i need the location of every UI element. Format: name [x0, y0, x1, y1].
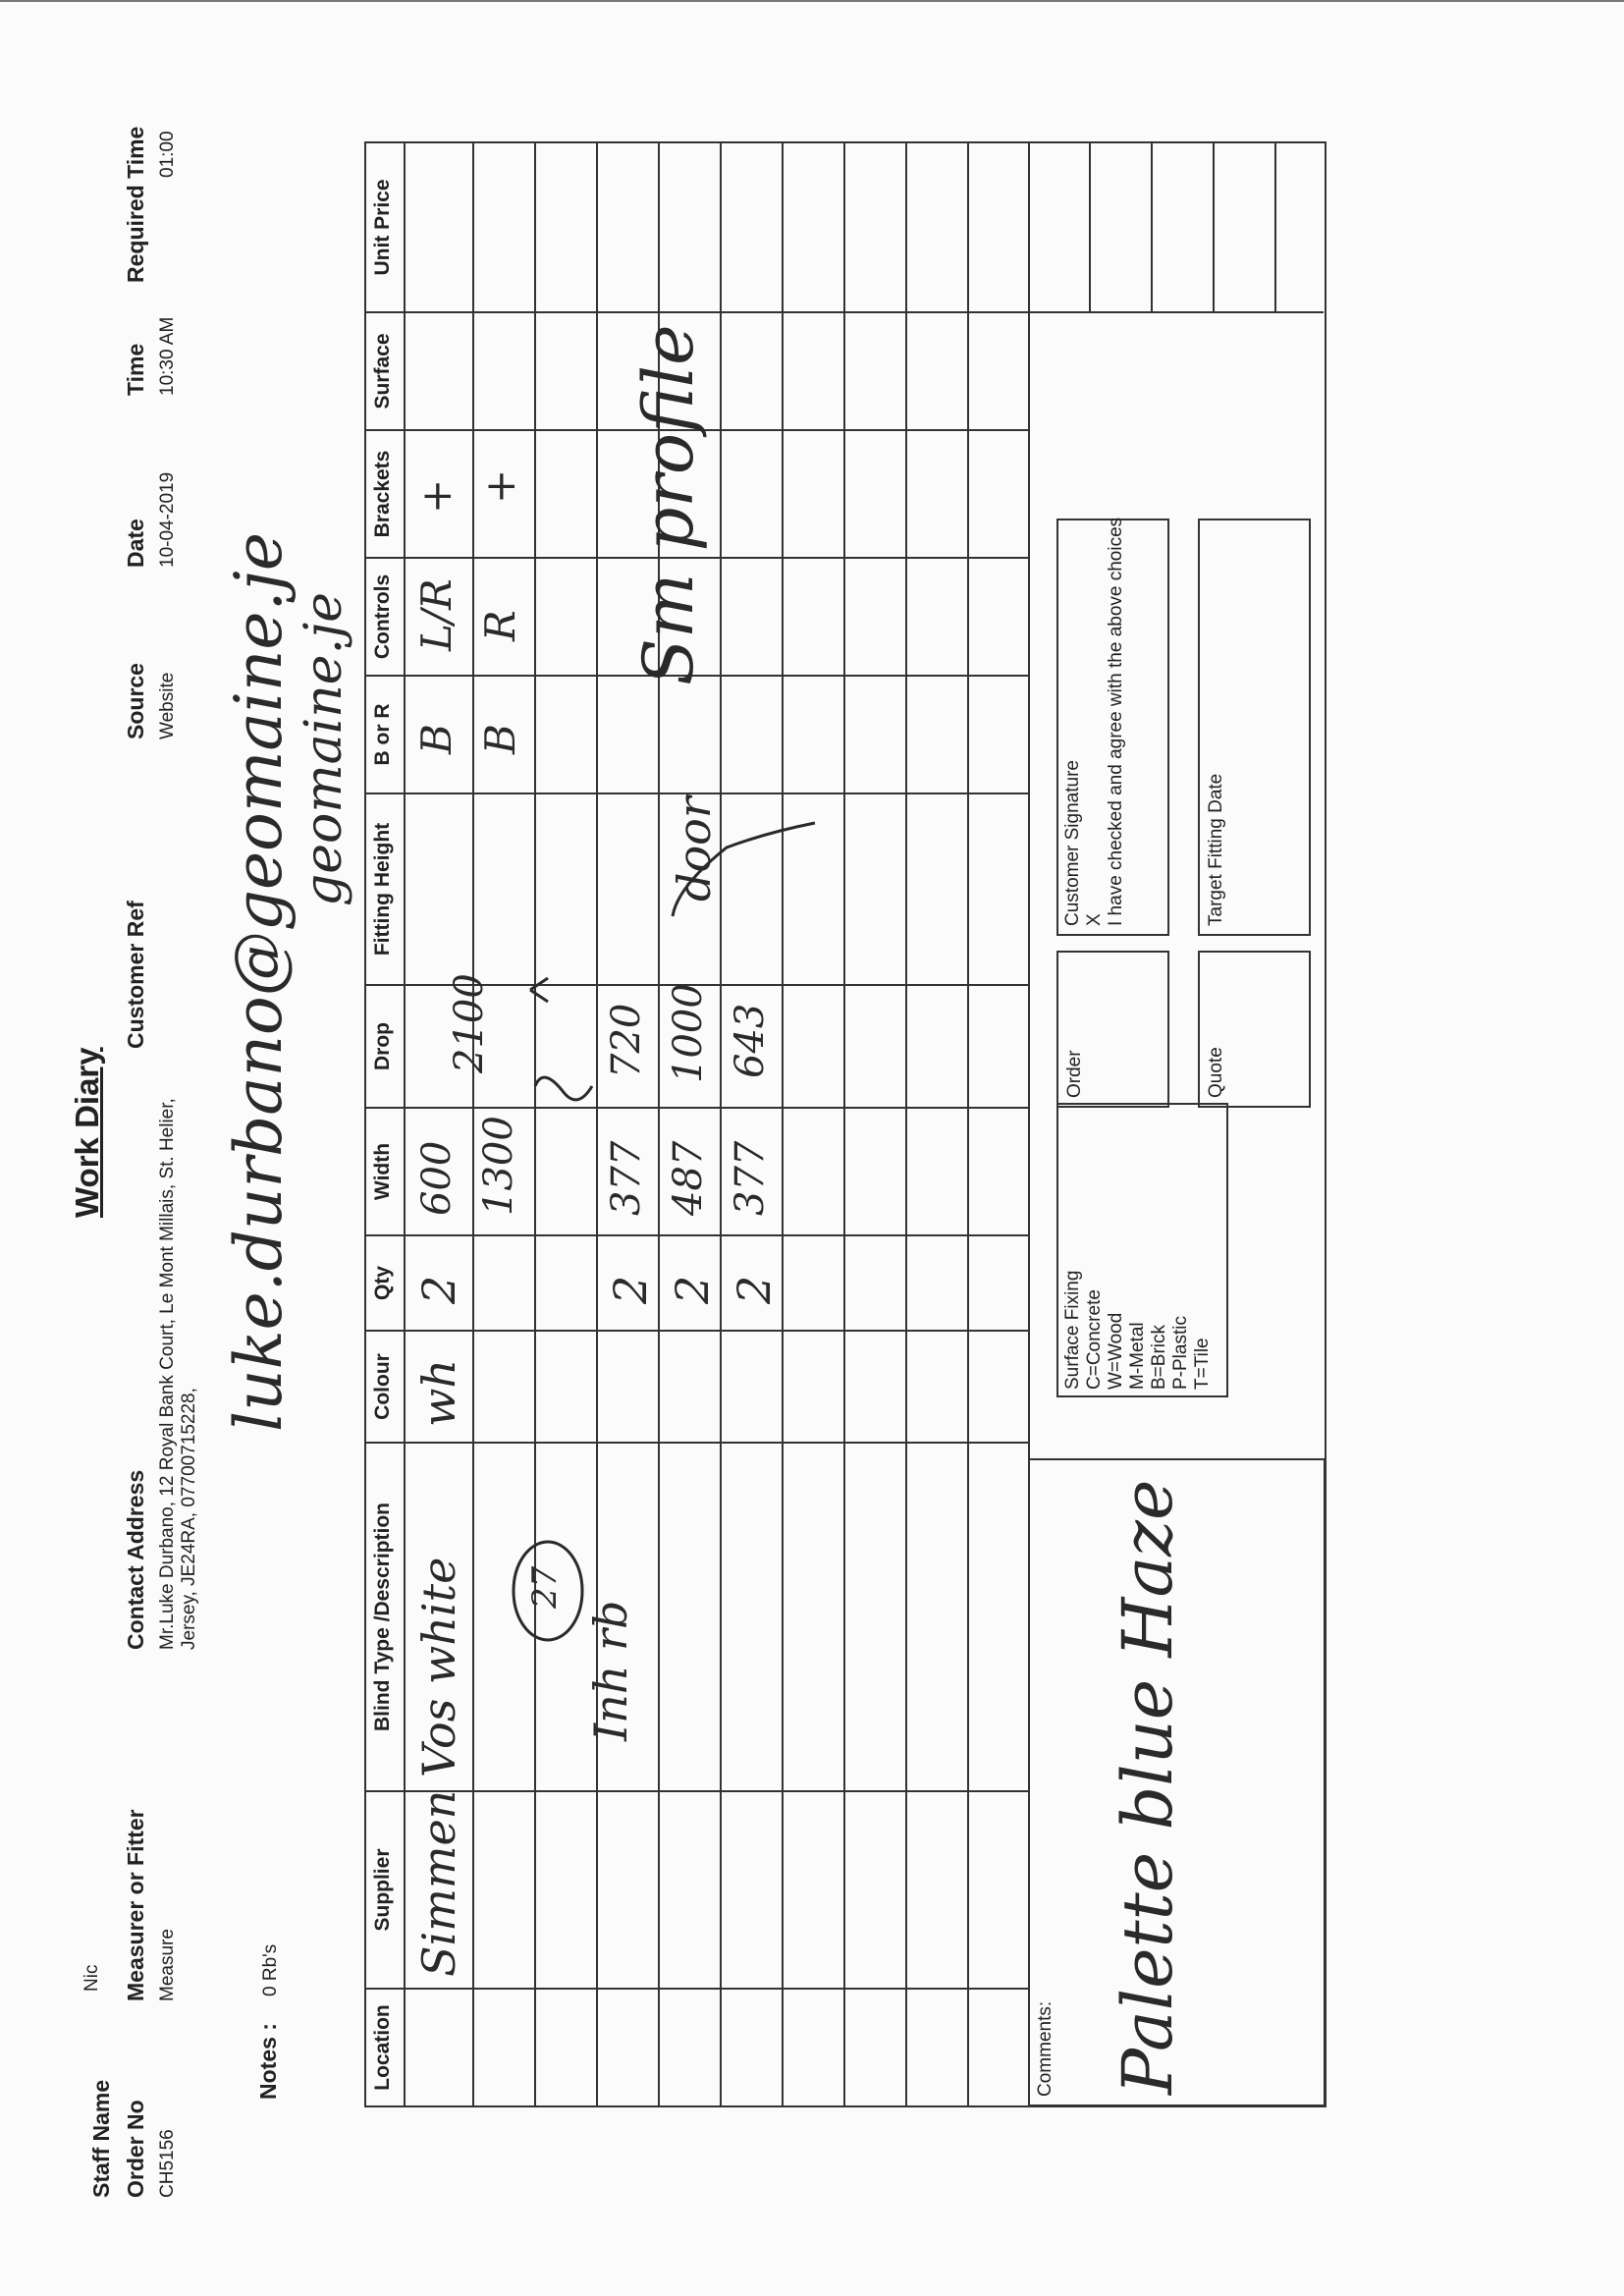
hw-row6-qty: 2 [728, 1275, 781, 1304]
hw-row2-width: 1300 [476, 1116, 521, 1216]
hw-row1-b-or-r: B [412, 724, 460, 754]
target-fitting-date-label: Target Fitting Date [1206, 773, 1226, 926]
col-drop: Drop [371, 1022, 394, 1070]
order-no-label: Order No [123, 2100, 148, 2198]
hw-row1-type: Vos white [412, 1557, 465, 1777]
surface-item: C=Concrete [1084, 1289, 1105, 1390]
hw-row4-width: 377 [604, 1140, 649, 1216]
order-box [1056, 951, 1169, 1108]
hw-row4-drop: 720 [604, 1003, 649, 1078]
hw-comment-note: Palette blue Haze [1108, 1479, 1188, 2095]
col-surface: Surface [371, 333, 394, 410]
surface-fixing-title: Surface Fixing [1062, 1270, 1083, 1390]
staff-name-value: Nic [81, 1964, 102, 1992]
surface-item: P-Plastic [1170, 1316, 1191, 1390]
surface-item: W=Wood [1106, 1312, 1126, 1390]
notes-label: Notes : [255, 2023, 281, 2100]
surface-item: B=Brick [1149, 1325, 1169, 1390]
col-location: Location [371, 2004, 394, 2091]
hw-row5-width: 487 [666, 1140, 711, 1216]
hw-row3-type: Inh rb [584, 1600, 637, 1741]
hw-row5-qty: 2 [666, 1275, 719, 1304]
hw-row1-brackets: + [412, 478, 460, 514]
surface-fixing-box [1056, 1103, 1228, 1397]
hw-row6-drop: 643 [728, 1003, 773, 1078]
date-value: 10-04-2019 [157, 471, 178, 568]
hw-email-line: luke.durbano@geomaine.je [221, 532, 297, 1432]
required-time-value: 01:00 [157, 131, 178, 178]
hw-row1-colour: wh [412, 1359, 465, 1427]
source-label: Source [123, 663, 148, 739]
measurer-label: Measurer or Fitter [123, 1809, 148, 2001]
signature-statement: I have checked and agree with the above choices [1106, 517, 1126, 926]
hw-row4-qty: 2 [604, 1275, 657, 1304]
col-fitting-height: Fitting Height [371, 822, 394, 957]
quote-label: Quote [1206, 1047, 1226, 1098]
customer-signature-label: Customer Signature [1062, 760, 1083, 926]
hw-row1-controls: L/R [412, 578, 460, 651]
hw-side-note: Sm profile [628, 324, 709, 685]
quote-box [1198, 951, 1311, 1108]
surface-item: T=Tile [1192, 1338, 1213, 1390]
order-no-value: CH5156 [157, 2129, 178, 2198]
hw-row1-supplier: Simmen [412, 1789, 465, 1977]
hw-bracket-note: door [668, 796, 721, 902]
hw-row1-drop: 2100 [447, 973, 492, 1073]
notes-value: 0 Rb's [260, 1943, 281, 1996]
customer-signature-box[interactable] [1056, 519, 1169, 936]
measurer-value: Measure [157, 1929, 178, 2001]
hw-row2-b-or-r: B [476, 724, 524, 754]
col-colour: Colour [371, 1353, 394, 1420]
col-qty: Qty [371, 1266, 394, 1301]
contact-address-label: Contact Address [123, 1469, 148, 1650]
col-b-or-r: B or R [371, 703, 394, 766]
staff-name-label: Staff Name [88, 2079, 114, 2198]
hw-row1-width: 600 [414, 1140, 460, 1216]
col-supplier: Supplier [371, 1848, 394, 1932]
form-title: Work Diary [69, 1047, 105, 1218]
col-unit-price: Unit Price [371, 179, 394, 276]
source-value: Website [157, 672, 178, 739]
surface-item: M-Metal [1127, 1322, 1148, 1390]
date-label: Date [123, 519, 148, 568]
hw-email-line2: geomaine.je [295, 592, 353, 906]
time-value: 10:30 AM [157, 316, 178, 396]
target-fitting-date-box[interactable] [1198, 519, 1311, 936]
comments-label: Comments: [1035, 2000, 1056, 2097]
required-time-label: Required Time [123, 126, 148, 283]
signature-mark: X [1084, 913, 1105, 926]
contact-address-line2: Jersey, JE24RA, 07700715228, [179, 1388, 199, 1650]
customer-ref-label: Customer Ref [123, 901, 148, 1049]
hw-row1-qty: 2 [412, 1275, 465, 1304]
col-brackets: Brackets [371, 450, 394, 538]
col-controls: Controls [371, 574, 394, 660]
hw-row5-drop: 1000 [666, 983, 711, 1083]
contact-address-line1: Mr.Luke Durbano, 12 Royal Bank Court, Le Mont Millais, St. Helier, [157, 1098, 178, 1650]
hw-row2-brackets: + [476, 468, 524, 504]
hw-row6-width: 377 [728, 1140, 773, 1216]
order-label: Order [1064, 1050, 1085, 1098]
hw-row2-controls: R [476, 610, 524, 641]
col-width: Width [371, 1142, 394, 1201]
time-label: Time [123, 343, 148, 396]
col-blind-type: Blind Type /Description [371, 1503, 394, 1731]
comments-box [1029, 1458, 1326, 2106]
hw-circled-mark: 27 [525, 1565, 565, 1609]
